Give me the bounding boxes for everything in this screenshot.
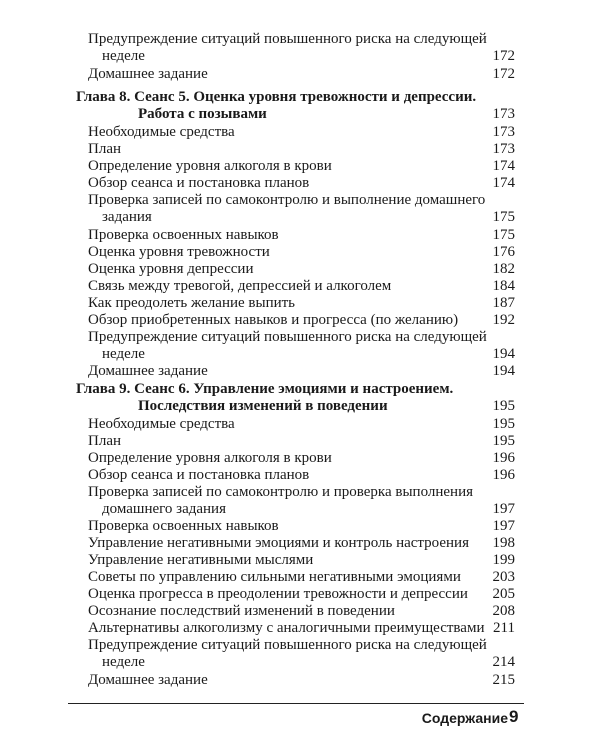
toc-entry-page: 184	[492, 278, 515, 294]
toc-entry-page: 211	[493, 620, 515, 636]
toc-entry-page: 195	[492, 416, 515, 432]
toc-entry[interactable]	[88, 261, 515, 278]
toc-entry[interactable]	[88, 329, 515, 363]
toc-entry[interactable]	[88, 637, 515, 671]
toc-entry[interactable]	[88, 312, 515, 329]
toc-entry-page: 173	[492, 141, 515, 157]
toc-entry-title: Обзор приобретенных навыков и прогресса (по желанию)	[88, 312, 459, 328]
chapter-heading[interactable]	[76, 89, 515, 123]
toc-entry-title: Альтернативы алкоголизму с аналогичными преимуществами	[88, 620, 485, 636]
toc-entry-title: Оценка уровня депрессии	[88, 261, 254, 277]
toc-entry-page: 203	[492, 569, 515, 585]
toc-entry-page: 197	[492, 518, 515, 534]
toc-entry-page: 214	[492, 654, 515, 670]
toc-entry[interactable]	[88, 416, 515, 433]
toc-entry-title: Определение уровня алкоголя в крови	[88, 158, 332, 174]
toc-entry-page: 215	[492, 672, 515, 688]
toc-entry-title: Домашнее задание	[88, 672, 208, 688]
toc-entry-title: Осознание последствий изменений в поведении	[88, 603, 395, 619]
toc-entry-title: Необходимые средства	[88, 416, 235, 432]
toc-entry-page: 187	[492, 295, 515, 311]
toc-entry-title: Обзор сеанса и постановка планов	[88, 175, 310, 191]
toc-entry-page: 196	[492, 450, 515, 466]
toc-entry-page: 173	[492, 124, 515, 140]
chapter-title-line2: Последствия изменений в поведении	[138, 398, 388, 414]
toc-entry-page: 198	[492, 535, 515, 551]
toc-entry[interactable]	[88, 467, 515, 484]
toc-entry[interactable]	[88, 620, 515, 637]
toc-entry[interactable]	[88, 244, 515, 261]
footer-divider	[68, 703, 524, 704]
chapter-heading[interactable]	[76, 381, 515, 415]
toc-entry[interactable]	[88, 603, 515, 620]
toc-entry-title: Предупреждение ситуаций повышенного риска на следующей	[88, 637, 487, 653]
toc-entry-page: 174	[492, 158, 515, 174]
toc-entry-title: Советы по управлению сильными негативными эмоциями	[88, 569, 461, 585]
chapter-page: 173	[492, 106, 515, 122]
toc-entry-title: Предупреждение ситуаций повышенного риска на следующей	[88, 31, 487, 47]
toc-entry-title: Как преодолеть желание выпить	[88, 295, 296, 311]
toc-entry[interactable]	[88, 141, 515, 158]
toc-entry[interactable]	[88, 175, 515, 192]
toc-entry-page: 194	[492, 363, 515, 379]
toc-entry-title: Оценка уровня тревожности	[88, 244, 270, 260]
toc-entry-page: 176	[492, 244, 515, 260]
toc-entry-page: 174	[492, 175, 515, 191]
toc-entry[interactable]	[88, 518, 515, 535]
toc-entry-title-cont: домашнего задания	[102, 501, 226, 517]
toc-entry-page: 194	[492, 346, 515, 362]
chapter-page: 195	[492, 398, 515, 414]
page-number: 9	[509, 707, 519, 726]
toc-entry-title: Домашнее задание	[88, 66, 208, 82]
chapter-title-line1: Глава 9. Сеанс 6. Управление эмоциями и настроением.	[76, 381, 454, 397]
toc-entry-page: 196	[492, 467, 515, 483]
chapter-title-line1: Глава 8. Сеанс 5. Оценка уровня тревожности и депрессии.	[76, 89, 477, 105]
toc-entry[interactable]	[88, 124, 515, 141]
toc-entry-page: 197	[492, 501, 515, 517]
toc-entry-title: Проверка освоенных навыков	[88, 518, 279, 534]
toc-entry-title: Обзор сеанса и постановка планов	[88, 467, 310, 483]
toc-entry-title: Необходимые средства	[88, 124, 235, 140]
toc-entry-page: 199	[492, 552, 515, 568]
toc-entry-title: План	[88, 141, 122, 157]
toc-entry-page: 172	[492, 66, 515, 82]
toc-entry-title: Проверка записей по самоконтролю и проверка выполнения	[88, 484, 474, 500]
toc-entry[interactable]	[88, 295, 515, 312]
toc-entry[interactable]	[88, 363, 515, 380]
toc-entry-title: Проверка освоенных навыков	[88, 227, 279, 243]
toc-entry-page: 205	[492, 586, 515, 602]
toc-entry-title-cont: неделе	[102, 654, 145, 670]
toc-entry-page: 175	[492, 209, 515, 225]
toc-entry-page: 192	[492, 312, 515, 328]
toc-entry-page: 195	[492, 433, 515, 449]
toc-entry-page: 182	[492, 261, 515, 277]
toc-entry-title: Управление негативными мыслями	[88, 552, 314, 568]
toc-entry[interactable]	[88, 569, 515, 586]
toc-entry[interactable]	[88, 672, 515, 689]
toc-entry-title: Связь между тревогой, депрессией и алкоголем	[88, 278, 392, 294]
running-footer-label: Содержание	[421, 710, 508, 726]
toc-entry[interactable]	[88, 66, 515, 83]
chapter-title-line2: Работа с позывами	[138, 106, 267, 122]
toc-entry-title: План	[88, 433, 122, 449]
toc-entry[interactable]	[88, 192, 515, 226]
toc-entry[interactable]	[88, 31, 515, 65]
toc-entry-title: Предупреждение ситуаций повышенного риска на следующей	[88, 329, 487, 345]
toc-entry[interactable]	[88, 552, 515, 569]
toc-entry-title: Определение уровня алкоголя в крови	[88, 450, 332, 466]
toc-entry-title-cont: неделе	[102, 346, 145, 362]
toc-entry-title: Оценка прогресса в преодолении тревожности и депрессии	[88, 586, 468, 602]
toc-entry-title: Проверка записей по самоконтролю и выполнение домашнего	[88, 192, 486, 208]
toc-entry[interactable]	[88, 450, 515, 467]
toc-entry[interactable]	[88, 227, 515, 244]
toc-entry[interactable]	[88, 535, 515, 552]
toc-entry-title: Домашнее задание	[88, 363, 208, 379]
toc-entry-title-cont: задания	[102, 209, 152, 225]
toc-entry[interactable]	[88, 158, 515, 175]
toc-entry[interactable]	[88, 433, 515, 450]
toc-entry-page: 208	[492, 603, 515, 619]
toc-entry-title-cont: неделе	[102, 48, 145, 64]
toc-entry[interactable]	[88, 586, 515, 603]
toc-entry[interactable]	[88, 484, 515, 518]
toc-entry[interactable]	[88, 278, 515, 295]
toc-entry-page: 172	[492, 48, 515, 64]
toc-entry-title: Управление негативными эмоциями и контроль настроения	[88, 535, 469, 551]
toc-entry-page: 175	[492, 227, 515, 243]
